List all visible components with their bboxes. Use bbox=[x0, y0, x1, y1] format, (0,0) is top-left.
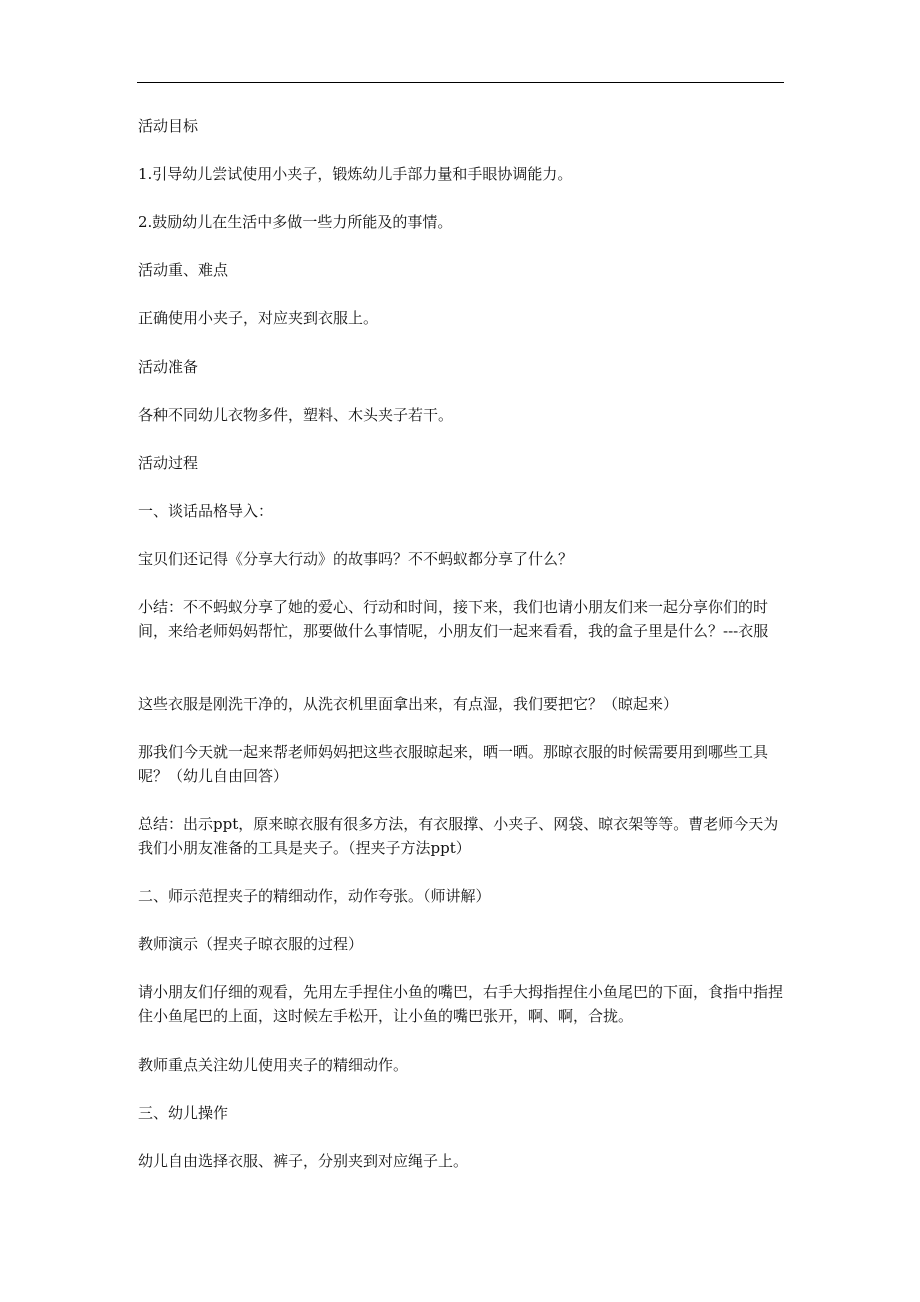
step-3-text: 幼儿自由选择衣服、裤子，分别夹到对应绳子上。 bbox=[138, 1152, 469, 1170]
step-3-heading: 三、幼儿操作 bbox=[138, 1104, 229, 1122]
goal-item-1: 1.引导幼儿尝试使用小夹子，锻炼幼儿手部力量和手眼协调能力。 bbox=[138, 165, 573, 183]
teacher-demo-heading: 教师演示（捏夹子晾衣服的过程） bbox=[138, 935, 364, 953]
teacher-demo-text: 请小朋友们仔细的观看，先用左手捏住小鱼的嘴巴，右手大拇指捏住小鱼尾巴的下面，食指中指捏住小鱼尾巴的上面，这时候左手松开，让小鱼的嘴巴张开，啊、啊，合拢。 bbox=[138, 983, 784, 1025]
step-1-summary: 小结：不不蚂蚁分享了她的爱心、行动和时间，接下来，我们也请小朋友们来一起分享你们的时间，来给老师妈妈帮忙，那要做什么事情呢，小朋友们一起来看看，我的盒子里是什么？---衣服 bbox=[138, 598, 769, 640]
teacher-focus-text: 教师重点关注幼儿使用夹子的精细动作。 bbox=[138, 1056, 409, 1074]
section-heading-key-points: 活动重、难点 bbox=[138, 261, 229, 279]
key-points-text: 正确使用小夹子，对应夹到衣服上。 bbox=[138, 309, 379, 327]
step-1-conclusion: 总结：出示ppt，原来晾衣服有很多方法，有衣服撑、小夹子、网袋、晾衣架等等。曹老师今天为我们小朋友准备的工具是夹子。（捏夹子方法ppt） bbox=[138, 815, 779, 857]
goal-item-2: 2.鼓励幼儿在生活中多做一些力所能及的事情。 bbox=[138, 213, 453, 231]
step-1-clothes-text: 这些衣服是刚洗干净的，从洗衣机里面拿出来，有点湿，我们要把它？（晾起来） bbox=[138, 695, 679, 713]
section-heading-process: 活动过程 bbox=[138, 454, 199, 472]
section-heading-goals: 活动目标 bbox=[138, 117, 199, 135]
section-heading-preparation: 活动准备 bbox=[138, 358, 199, 376]
step-2-heading: 二、师示范捏夹子的精细动作，动作夸张。（师讲解） bbox=[138, 887, 491, 905]
step-1-tools-question: 那我们今天就一起来帮老师妈妈把这些衣服晾起来，晒一晒。那晾衣服的时候需要用到哪些工具呢？（幼儿自由回答） bbox=[138, 743, 769, 785]
step-1-question: 宝贝们还记得《分享大行动》的故事吗？不不蚂蚁都分享了什么？ bbox=[138, 550, 574, 568]
step-1-heading: 一、谈话品格导入： bbox=[138, 502, 274, 520]
preparation-text: 各种不同幼儿衣物多件，塑料、木头夹子若干。 bbox=[138, 406, 454, 424]
header-rule bbox=[137, 82, 784, 83]
